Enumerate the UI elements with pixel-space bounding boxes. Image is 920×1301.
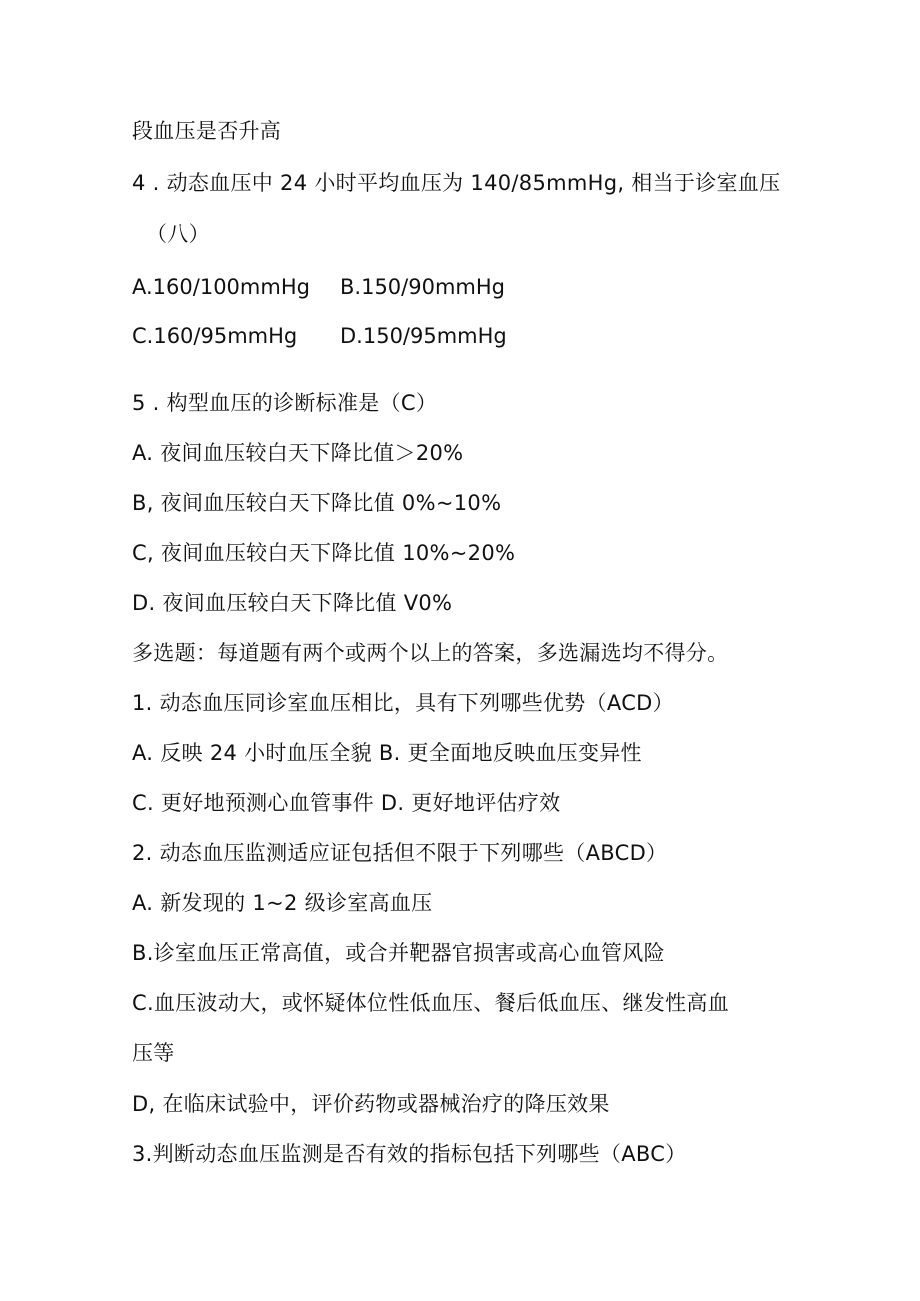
option-a: A.160/100mmHg [132,275,310,299]
option-d: D.150/95mmHg [340,324,507,348]
text-line: 段血压是否升高 [132,119,282,143]
mc-question-1-options-ab: A. 反映 24 小时血压全貌 B. 更全面地反映血压变异性 [132,741,642,765]
mc-question-2-stem: 2. 动态血压监测适应证包括但不限于下列哪些（ABCD） [132,841,668,865]
question-4-options-row-2 [0,322,920,350]
question-5-stem: 5 . 构型血压的诊断标准是（C） [132,391,438,415]
mc-question-3-stem: 3.判断动态血压监测是否有效的指标包括下列哪些（ABC） [132,1142,687,1166]
question-5-option-c: C, 夜间血压较白天下降比值 10%~20% [132,541,516,565]
question-4-answer: （八） [146,222,210,246]
question-5-option-d: D. 夜间血压较白天下降比值 V0% [132,591,453,615]
question-5-option-b: B, 夜间血压较白天下降比值 0%~10% [132,491,502,515]
mc-question-2-option-b: B.诊室血压正常高值，或合并靶器官损害或高心血管风险 [132,941,665,965]
question-5-option-a: A. 夜间血压较白天下降比值＞20% [132,441,464,465]
question-4-options-row-1 [0,273,920,301]
mc-question-2-option-d: D, 在临床试验中，评价药物或器械治疗的降压效果 [132,1092,610,1116]
mc-question-2-option-c-cont: 压等 [132,1041,175,1065]
option-b: B.150/90mmHg [340,275,505,299]
option-c: C.160/95mmHg [132,324,298,348]
mc-question-1-stem: 1. 动态血压同诊室血压相比，具有下列哪些优势（ACD） [132,691,674,715]
mc-question-2-option-a: A. 新发现的 1~2 级诊室高血压 [132,891,433,915]
section-heading-multiple-choice: 多选题：每道题有两个或两个以上的答案，多选漏选均不得分。 [132,641,729,665]
question-4-stem: 4 . 动态血压中 24 小时平均血压为 140/85mmHg, 相当于诊室血压 [132,171,781,195]
mc-question-2-option-c: C.血压波动大，或怀疑体位性低血压、餐后低血压、继发性高血 [132,991,730,1015]
mc-question-1-options-cd: C. 更好地预测心血管事件 D. 更好地评估疗效 [132,791,561,815]
